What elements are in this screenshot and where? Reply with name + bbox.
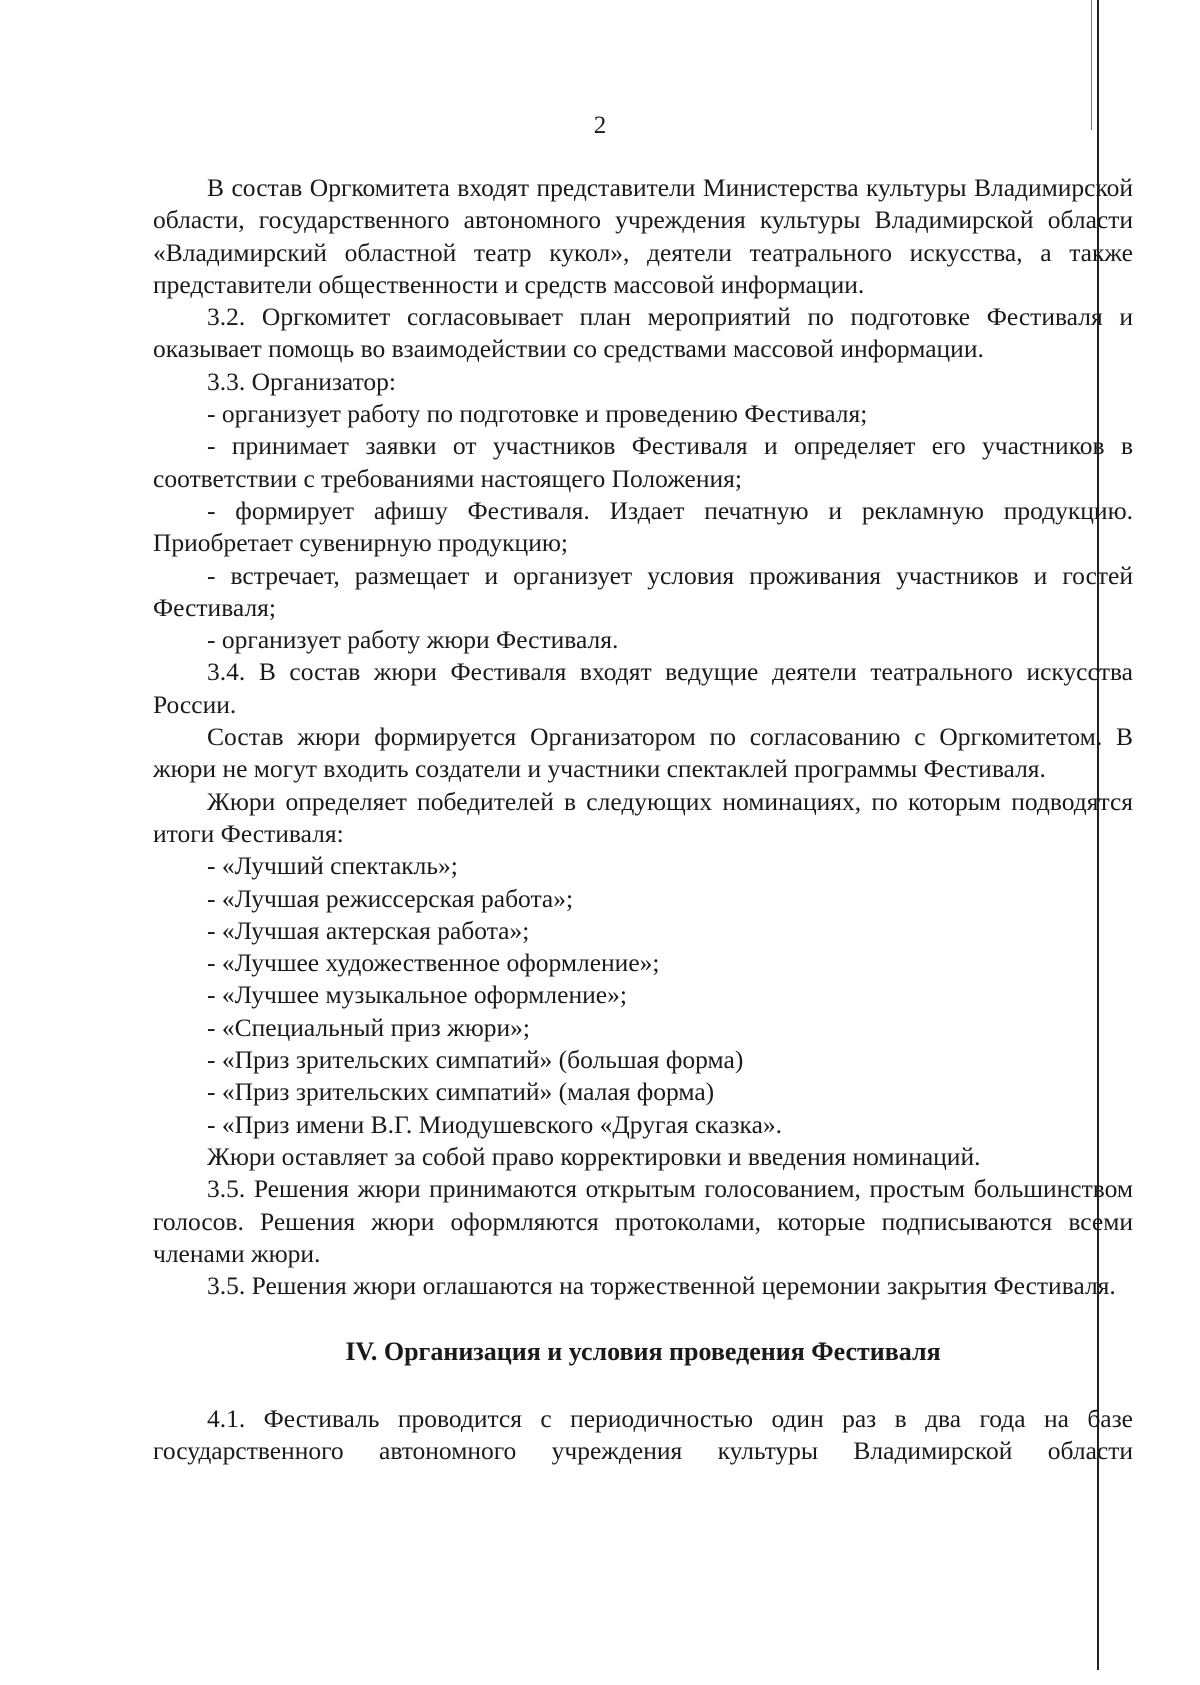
list-item-nomination: - «Лучшее музыкальное оформление»; bbox=[207, 980, 627, 1010]
paragraph-4-1: 4.1. Фестиваль проводится с периодичностью один раз в два года на базе государственного автономного учреждения культуры Владимирской области bbox=[153, 1403, 1133, 1465]
list-item-nomination: - «Лучшее художественное оформление»; bbox=[207, 948, 660, 978]
paragraph-jury-formation: Состав жюри формируется Организатором по согласованию с Оргкомитетом. В жюри не могут входить создатели и участники спектаклей программы Фестиваля. bbox=[153, 722, 1133, 784]
list-item-nomination: - «Специальный приз жюри»; bbox=[207, 1012, 530, 1042]
paragraph-nominations-intro: Жюри определяет победителей в следующих номинациях, по которым подводятся итоги Фестиваля: bbox=[153, 786, 1133, 848]
list-item-organizer-duty: - встречает, размещает и организует условия проживания участников и гостей Фестиваля; bbox=[153, 560, 1133, 622]
list-item-organizer-duty: - организует работу жюри Фестиваля. bbox=[207, 625, 619, 655]
section-heading: IV. Организация и условия проведения Фестиваля bbox=[345, 1337, 941, 1367]
list-item-nomination: - «Приз имени В.Г. Миодушевского «Другая сказка». bbox=[207, 1109, 783, 1139]
paragraph-3-2: 3.2. Оргкомитет согласовывает план мероприятий по подготовке Фестиваля и оказывает помощь во взаимодействии со средствами массовой информации. bbox=[153, 302, 1133, 364]
paragraph-3-5-decisions: 3.5. Решения жюри принимаются открытым голосованием, простым большинством голосов. Решения жюри оформляются протоколами, которые подписываются всеми членами жюри. bbox=[153, 1174, 1133, 1268]
document-body bbox=[153, 172, 1133, 1467]
page-number: 2 bbox=[593, 112, 607, 139]
list-item-nomination: - «Лучшая режиссерская работа»; bbox=[207, 883, 574, 913]
list-item-nomination: - «Приз зрительских симпатий» (большая форма) bbox=[207, 1045, 744, 1075]
list-item-nomination: - «Приз зрительских симпатий» (малая форма) bbox=[207, 1077, 715, 1107]
list-item-nomination: - «Лучшая актерская работа»; bbox=[207, 915, 530, 945]
paragraph-orgcommittee-composition: В состав Оргкомитета входят представители Министерства культуры Владимирской области, государственного автономного учреждения культуры Владимирской области «Владимирский областной театр кукол», деятели театрального искусства, а также представители общественности и средств массовой информации. bbox=[153, 173, 1133, 299]
list-item-organizer-duty: - организует работу по подготовке и проведению Фестиваля; bbox=[207, 399, 868, 429]
paragraph-3-5-announcement: 3.5. Решения жюри оглашаются на торжественной церемонии закрытия Фестиваля. bbox=[207, 1271, 1116, 1301]
list-item-organizer-duty: - формирует афишу Фестиваля. Издает печатную и рекламную продукцию. Приобретает сувенирную продукцию; bbox=[153, 495, 1133, 558]
paragraph-3-3: 3.3. Организатор: bbox=[207, 366, 396, 396]
paragraph-3-4: 3.4. В состав жюри Фестиваля входят ведущие деятели театрального искусства России. bbox=[153, 657, 1133, 719]
list-item-nomination: - «Лучший спектакль»; bbox=[207, 851, 458, 881]
scan-edge-line-secondary bbox=[1091, 0, 1092, 130]
list-item-organizer-duty: - принимает заявки от участников Фестиваля и определяет его участников в соответствии с требованиями настоящего Положения; bbox=[153, 431, 1133, 493]
paragraph-jury-rights: Жюри оставляет за собой право корректировки и введения номинаций. bbox=[207, 1141, 981, 1171]
